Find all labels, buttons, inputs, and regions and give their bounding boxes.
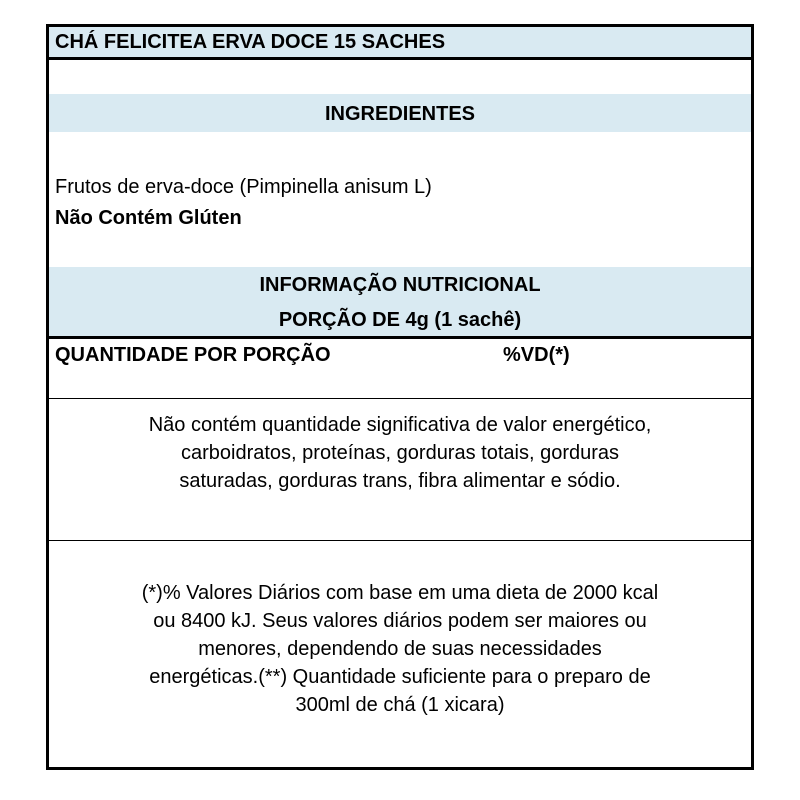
- nutrition-heading: INFORMAÇÃO NUTRICIONAL: [259, 274, 541, 296]
- daily-values-footnote: [49, 579, 751, 719]
- footnote-line: ou 8400 kJ. Seus valores diários podem ser maiores ou: [153, 610, 647, 632]
- title-divider: [49, 57, 751, 60]
- nutrition-statement: [49, 411, 751, 495]
- product-title: CHÁ FELICITEA ERVA DOCE 15 SACHES: [55, 31, 446, 53]
- statement-line: carboidratos, proteínas, gorduras totais, gorduras: [180, 442, 620, 464]
- statement-divider: [49, 540, 751, 541]
- statement-line: Não contém quantidade significativa de valor energético,: [148, 414, 652, 436]
- nutrition-divider: [49, 336, 751, 339]
- header-divider: [49, 398, 751, 399]
- footnote-line: energéticas.(**) Quantidade suficiente para o preparo de: [149, 666, 651, 688]
- ingredients-text: Frutos de erva-doce (Pimpinella anisum L): [55, 176, 432, 198]
- footnote-line: menores, dependendo de suas necessidades: [198, 638, 602, 660]
- nutrition-label: [46, 24, 754, 770]
- footnote-line: 300ml de chá (1 xicara): [295, 694, 505, 716]
- footnote-line: (*)% Valores Diários com base em uma dieta de 2000 kcal: [141, 582, 659, 604]
- serving-size: PORÇÃO DE 4g (1 sachê): [278, 309, 522, 331]
- statement-line: saturadas, gorduras trans, fibra alimentar e sódio.: [179, 470, 621, 492]
- ingredients-heading: INGREDIENTES: [324, 103, 476, 125]
- quantity-header: QUANTIDADE POR PORÇÃO: [55, 344, 331, 366]
- vd-header: %VD(*): [503, 344, 570, 366]
- gluten-statement: Não Contém Glúten: [55, 207, 242, 229]
